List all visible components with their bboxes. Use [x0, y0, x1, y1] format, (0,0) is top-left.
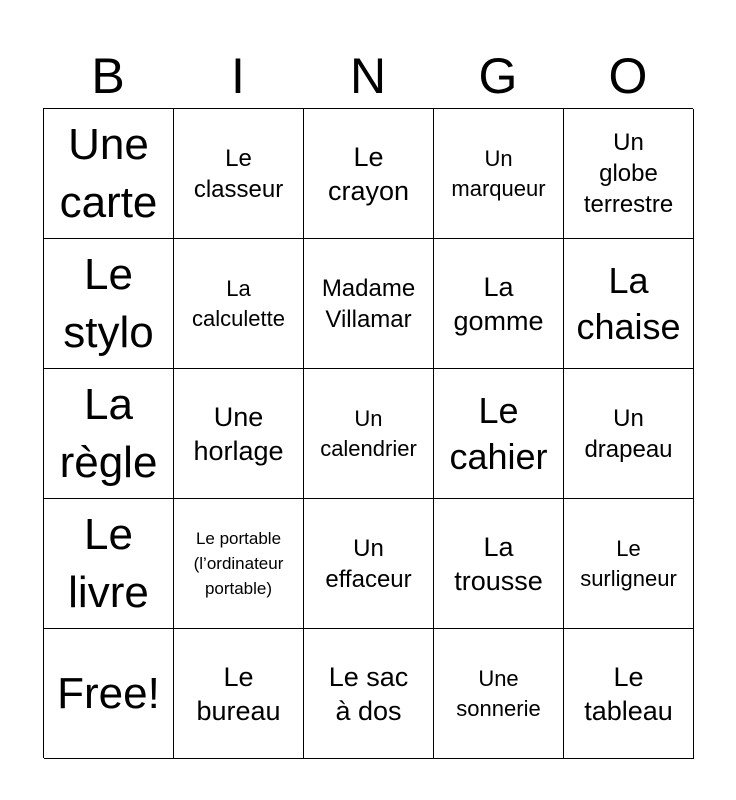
- header-letter-b: B: [91, 48, 125, 104]
- header-letter-i: I: [231, 48, 245, 104]
- bingo-cell[interactable]: La calculette: [174, 239, 304, 369]
- bingo-board: [43, 108, 693, 758]
- bingo-cell[interactable]: La règle: [44, 369, 174, 499]
- bingo-cell[interactable]: Une horlage: [174, 369, 304, 499]
- bingo-cell[interactable]: Un effaceur: [304, 499, 434, 629]
- bingo-cell[interactable]: Une carte: [44, 109, 174, 239]
- bingo-cell[interactable]: La gomme: [434, 239, 564, 369]
- bingo-cell[interactable]: La trousse: [434, 499, 564, 629]
- bingo-cell[interactable]: Le cahier: [434, 369, 564, 499]
- header-letter-g: G: [478, 48, 518, 104]
- bingo-cell[interactable]: Le surligneur: [564, 499, 694, 629]
- bingo-cell[interactable]: Le classeur: [174, 109, 304, 239]
- bingo-cell[interactable]: Un globe terrestre: [564, 109, 694, 239]
- bingo-cell[interactable]: Le livre: [44, 499, 174, 629]
- bingo-cell[interactable]: Le bureau: [174, 629, 304, 759]
- bingo-cell[interactable]: Le tableau: [564, 629, 694, 759]
- bingo-cell[interactable]: Un calendrier: [304, 369, 434, 499]
- bingo-cell[interactable]: Madame Villamar: [304, 239, 434, 369]
- bingo-cell[interactable]: Le sac à dos: [304, 629, 434, 759]
- bingo-cell[interactable]: Un drapeau: [564, 369, 694, 499]
- bingo-cell[interactable]: Le stylo: [44, 239, 174, 369]
- bingo-cell[interactable]: Un marqueur: [434, 109, 564, 239]
- bingo-cell[interactable]: La chaise: [564, 239, 694, 369]
- bingo-cell[interactable]: Le crayon: [304, 109, 434, 239]
- bingo-cell[interactable]: Une sonnerie: [434, 629, 564, 759]
- bingo-header: [43, 44, 693, 108]
- header-letter-o: O: [608, 48, 648, 104]
- header-letter-n: N: [349, 48, 387, 104]
- bingo-cell[interactable]: Le portable (l’ordinateur portable): [174, 499, 304, 629]
- free-space-cell[interactable]: Free!: [44, 629, 174, 759]
